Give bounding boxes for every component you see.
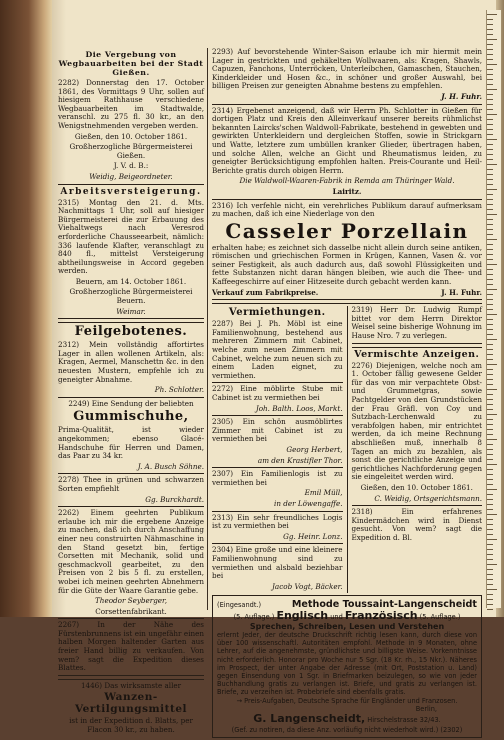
notice-2318: 2318) Ein erfahrenes Kindermädchen wird in Dienst gesucht. Von wem? sagt die Expedition d. Bl. bbox=[351, 507, 482, 542]
ruler-tick bbox=[487, 254, 493, 255]
ruler-tick bbox=[487, 534, 493, 535]
ruler-tick bbox=[487, 444, 493, 445]
ruler-tick bbox=[487, 269, 493, 270]
divider bbox=[212, 543, 343, 544]
ruler-tick bbox=[487, 414, 497, 415]
ruler-tick bbox=[487, 309, 493, 310]
divider bbox=[58, 473, 204, 474]
ruler-tick bbox=[487, 264, 497, 265]
notice-2304: 2304) Eine große und eine kleinere Familienwohnung sind zu vermiethen und alsbald beziehbar bei bbox=[212, 545, 343, 581]
ruler-tick bbox=[487, 249, 493, 250]
ruler-tick bbox=[487, 234, 493, 235]
advert-address: Hirschelstrasse 32/43. bbox=[367, 716, 441, 725]
ruler-tick bbox=[487, 244, 493, 245]
ruler-tick bbox=[487, 179, 493, 180]
ruler-tick bbox=[487, 84, 493, 85]
notice-2319: 2319) Herr Dr. Ludwig Rumpf bittet vor dem Herrn Direktor Weisel seine bisherige Wohnung im Hause Nro. 7 zu verlegen. bbox=[351, 305, 482, 341]
ruler-tick bbox=[487, 34, 493, 35]
ruler-tick bbox=[487, 189, 497, 190]
ruler-tick bbox=[487, 109, 493, 110]
ruler-tick bbox=[487, 514, 497, 515]
advert-and: und bbox=[330, 613, 343, 622]
notice-signature: J. H. Fuhr. bbox=[441, 287, 482, 297]
notice-signature: Emil Müll, bbox=[304, 488, 343, 498]
notice-2262: 2262) Einem geehrten Publikum erlaube ich mir die ergebene Anzeige zu machen, daß ich durch Anschaffung einer neu construirten Nähmaschine in den Stand gesetzt bin, fertige Corsetten mit Mechanik, solid und geschmackvoll gearbeitet, zu den Preisen von 2 bis 5 fl. zu erstellen, wobei ich meinen geehrten Abnehmern für die Güte der Waare Garantie gebe. bbox=[58, 508, 204, 595]
notice-2314: 2314) Ergebenst anzeigend, daß wir Herrn Ph. Schlotter in Gießen für dortigen Platz und Kreis den Alleinverkauf unserer bereits rühmlichst bekannten Laircks'schen Waldwoll-Fabrikate, bestehend in gewebten und gewirkten Unterkleidern und dergleichen Stoffen, sowie in Strickgarn und Watte, letztere zum umbüllen kranker Glieder, übertragen haben, und solche Allen, welche an Gicht und Rheumatismus leiden, zu geneigter Berücksichtigung empfohlen halten. Preis-Courante und Heil-Berichte gratis durch obigen Herrn. bbox=[212, 105, 482, 175]
ruler-tick bbox=[487, 554, 493, 555]
ruler-tick bbox=[487, 69, 493, 70]
ruler-tick bbox=[487, 589, 497, 590]
ruler-tick bbox=[487, 579, 493, 580]
ruler-tick bbox=[487, 549, 493, 550]
vermiethungen-column bbox=[212, 306, 343, 593]
notice-signature: C. Weidig, Ortsgerichtsmann. bbox=[374, 493, 482, 503]
advert-city: Berlin, bbox=[415, 704, 437, 713]
notice-2249: 2249) Eine Sendung der beliebten bbox=[68, 398, 194, 408]
ruler-tick bbox=[487, 324, 493, 325]
ruler-tick bbox=[487, 434, 493, 435]
divider bbox=[212, 467, 343, 468]
ruler-tick bbox=[487, 184, 493, 185]
ruler-tick bbox=[487, 459, 493, 460]
heading-feilgebotenes: Feilgebotenes. bbox=[74, 324, 188, 340]
ruler-tick bbox=[487, 74, 493, 75]
anzeigen-column bbox=[352, 306, 483, 593]
notice-authority: Großherzogliche Bürgermeisterei Beuern. bbox=[69, 287, 193, 306]
notice-signature: Theodor Seyberger, bbox=[95, 596, 167, 606]
ruler-tick bbox=[487, 104, 493, 105]
advert-footer: (Gef. zu notiren, da diese Anz. vorläufig nicht wiederholt wird.) (2302) bbox=[231, 725, 463, 734]
notice-2316-body: erhalten habe; es zeichnet sich dasselbe nicht allein durch seine antiken, römischen und griechischen Formen in Krügen, Kannen, Vasen &. vor seiner Festigkeit, als auch dadurch aus, daß sowohl Flüssigkeiten und fette Substanzen nicht daran hängen bleiben, wie auch die Thee- und Kaffeegeschirre auf einer Hitzeseite durch gebacht werden kann. bbox=[212, 242, 482, 287]
ruler-tick bbox=[487, 454, 493, 455]
ruler-tick bbox=[487, 524, 493, 525]
ruler-tick bbox=[487, 374, 493, 375]
ruler-tick bbox=[487, 154, 493, 155]
ruler-tick bbox=[487, 299, 493, 300]
heading-vermiethungen: Vermiethungen. bbox=[228, 307, 326, 319]
ruler-tick bbox=[487, 609, 493, 610]
notice-tagline: Verkauf zum Fabrikpreise. bbox=[212, 287, 319, 297]
notice-2276: 2276) Diejenigen, welche noch am 1. October fällig gewesene Gelder für das von mir verpachtete Obst- und Grummetgras, sowie Pachtgelder von den Grundstücken der Frau Gräfl. von Coy und Sutzbach-Lerchenwald zu verabfolgen haben, mir entrichtet werden, da ich meine Rechnung abschließen muß, innerhalb 8 Tagen an mich zu bezahlen, als sonst die gerichtliche Anzeige und gerichtliches Nachforderung gegen sie eingeleitet werden wird. bbox=[351, 360, 482, 482]
notice-company: Die Waldwoll-Waaren-Fabrik in Remda am Thüringer Wald. bbox=[239, 176, 455, 186]
ruler-tick bbox=[487, 574, 493, 575]
ruler-tick bbox=[487, 19, 493, 20]
ruler-tick bbox=[487, 314, 497, 315]
ruler-tick bbox=[487, 199, 493, 200]
notice-1446-body: ist in der Expedition d. Blatts, per Flacon 30 kr., zu haben. bbox=[69, 716, 193, 735]
ruler-tick bbox=[487, 409, 493, 410]
ruler-tick bbox=[487, 159, 493, 160]
ruler-tick bbox=[487, 599, 493, 600]
ruler-tick bbox=[487, 449, 493, 450]
notice-signature: Lairitz. bbox=[332, 186, 362, 196]
advert-edition: (5. Auflage.) bbox=[419, 613, 461, 622]
ruler-tick bbox=[487, 529, 493, 530]
column-divider bbox=[347, 306, 348, 593]
ruler-tick bbox=[487, 134, 493, 135]
ruler-tick bbox=[487, 239, 497, 240]
ruler-tick bbox=[487, 339, 497, 340]
ruler-tick bbox=[487, 364, 497, 365]
ruler-tick bbox=[487, 214, 497, 215]
notice-2315: 2315) Montag den 21. d. Mts. Nachmittags 1 Uhr, soll auf hiesiger Bürgermeisterei die zur Erbauung des Viehaltwegs nach Veresrod erforderliche Chausseearbeit, nämlich: 336 laufende Klafter, veranschlagt zu 840 fl., mittelst Versteigerung abtheilungsweise in Accord gegeben werden. bbox=[58, 197, 204, 276]
notice-signature-address: in der Löwengaffe. bbox=[274, 498, 343, 508]
divider bbox=[352, 343, 483, 348]
ruler-tick bbox=[487, 294, 493, 295]
notice-date: Beuern, am 14. October 1861. bbox=[75, 276, 187, 286]
ruler-tick bbox=[487, 424, 493, 425]
right-column bbox=[212, 48, 482, 740]
ruler-tick bbox=[487, 399, 493, 400]
heading-wanzen: Wanzen-Vertilgungsmittel bbox=[74, 691, 188, 715]
ruler-tick bbox=[487, 604, 493, 605]
divider bbox=[58, 506, 204, 507]
advert-note: (Eingesandt.) bbox=[217, 601, 262, 610]
ruler-tick bbox=[487, 469, 493, 470]
notice-2316-footer bbox=[212, 289, 482, 298]
advert-french: Französisch bbox=[344, 609, 418, 623]
ruler-tick bbox=[487, 79, 493, 80]
column-divider bbox=[207, 48, 208, 610]
heading-casseler-porzellain: Casseler Porzellain bbox=[225, 218, 469, 243]
notice-signature: J. A. Busch Söhne. bbox=[137, 461, 204, 471]
advert-body: erlernt Jeder, der deutsche Druckschrift richtig lesen kann, durch diese von über 100 wissenschaftl. Autoritäten empfohl. Methode in 9 Monaten, ohne Lehrer, auf die angenehmste, gründlichste und billigste Weise. Vorkenntnisse nicht erforderlich. Honorar pro Woche nur 5 Sgr. (18 Kr. rh., 15 Nkr.). Näheres im Prospect, der unter Angabe der Adresse (mit Ort, Poststation u. Land) gegen Einsendung von 1 Sgr. in Briefmarken beizulegen, so wie von jeder Buchhandlung gratis zu verlangen ist. Briefe, und gratis zu verlangen ist. Briefe, zu verzeihen ist. Probebriefe sind ebenfalls gratis. bbox=[217, 630, 477, 697]
ruler-tick bbox=[487, 559, 493, 560]
notice-signature: J. H. Fuhr. bbox=[441, 91, 482, 101]
ruler-tick bbox=[487, 44, 493, 45]
ruler-tick bbox=[487, 49, 493, 50]
ruler-tick bbox=[487, 419, 493, 420]
advert-note-line: → Preis-Aufgaben, Deutsche Sprache für Engländer und Franzosen. bbox=[236, 696, 458, 705]
notice-2249-body: Prima-Qualität, ist wieder angekommen; ebenso Glacé-Handschuhe für Herren und Damen, das Paar zu 34 kr. bbox=[58, 425, 204, 461]
ruler-tick bbox=[487, 224, 493, 225]
ruler-tick bbox=[487, 274, 493, 275]
notice-2278: 2278) Thee in grünen und schwarzen Sorten empfiehlt bbox=[58, 475, 204, 493]
ruler-tick bbox=[487, 194, 493, 195]
ruler-tick bbox=[487, 384, 493, 385]
ruler-tick bbox=[487, 504, 493, 505]
notice-1446: 1446) Das wirksamste aller bbox=[80, 680, 182, 690]
ruler-tick bbox=[487, 544, 493, 545]
ruler-tick bbox=[487, 139, 497, 140]
ruler-tick bbox=[487, 379, 493, 380]
ruler-tick bbox=[487, 429, 493, 430]
ruler-tick bbox=[487, 509, 493, 510]
ruler-tick bbox=[487, 319, 493, 320]
ruler-tick bbox=[487, 124, 493, 125]
heading-arbeitsversteigerung: Arbeitsversteigerung. bbox=[60, 186, 202, 197]
ruler-tick bbox=[487, 229, 493, 230]
ruler-tick bbox=[487, 499, 493, 500]
ruler-tick bbox=[487, 289, 497, 290]
notice-authority: Großherzogliche Bürgermeisterei Gießen. bbox=[69, 142, 193, 160]
ruler-tick bbox=[487, 569, 493, 570]
ruler-tick bbox=[487, 494, 493, 495]
divider bbox=[58, 397, 204, 398]
ruler-tick bbox=[487, 349, 493, 350]
advert-title: Methode Toussaint-Langenscheidt bbox=[291, 599, 477, 611]
heading-gummischuhe: Gummischuhe, bbox=[73, 409, 189, 425]
notice-2267: 2267) In der Nähe des Fürstenbrunnens ist ein ungefähr einen halben Morgen haltender Garten aus freier Hand billig zu verkaufen. Von wem? sagt die Expedition dieses Blattes. bbox=[58, 620, 204, 673]
ruler-tick bbox=[487, 209, 493, 210]
divider bbox=[212, 299, 482, 304]
ruler-tick bbox=[487, 334, 493, 335]
notice-2305: 2305) Ein schön ausmöblirtes Zimmer mit Cabinet ist zu vermiethen bei bbox=[212, 417, 343, 444]
ruler-tick bbox=[487, 204, 493, 205]
notice-2282: 2282) Donnerstag den 17. October 1861, des Vormittags 9 Uhr, sollen auf hiesigem Rathhause verschiedene Wegbauarbeiten im Stadtwalde, veranschl. zu 275 fl. 30 kr., an den Wenigstnehmenden vergeben werden. bbox=[58, 78, 204, 130]
ruler-tick bbox=[487, 304, 493, 305]
ruler-tick bbox=[487, 474, 493, 475]
ruler-tick bbox=[487, 344, 493, 345]
ruler-tick bbox=[487, 354, 493, 355]
divider bbox=[58, 675, 204, 680]
divider bbox=[58, 184, 204, 185]
notice-2293: 2293) Auf bevorstehende Winter-Saison erlaube ich mir hiermit mein Lager in gestrickten und gehäkelten Wollwaaren, als: Kragen, Shawls, Capuzen, Fanchons, Unterröcken, Unterleibchen, Gamaschen, Stauchen, Kinderkleider und Hosen &c., in schöner und großer Auswahl, bei billigen Preisen zur geneigten Abnahme bestens zu empfehlen. bbox=[212, 47, 482, 91]
notice-initials: J. V. d. B.: bbox=[113, 161, 149, 171]
divider bbox=[212, 104, 482, 105]
book-binding bbox=[0, 0, 52, 617]
ruler-tick bbox=[487, 114, 497, 115]
notice-signature: Weimar. bbox=[116, 306, 146, 316]
notice-2316: 2316) Ich verfehle nicht, ein verehrliches Publikum darauf aufmerksam zu machen, daß ich eine Niederlage von den bbox=[212, 200, 482, 219]
notice-signature: Gg. Heinr. Lonz. bbox=[283, 531, 343, 541]
ruler-tick bbox=[487, 89, 497, 90]
notice-2272: 2272) Eine möblirte Stube mit Cabinet ist zu vermiethen bei bbox=[212, 384, 343, 402]
ruler-tick bbox=[487, 359, 493, 360]
ruler-tick bbox=[487, 489, 497, 490]
ruler-tick bbox=[487, 59, 493, 60]
ruler-tick bbox=[487, 54, 493, 55]
left-column bbox=[58, 48, 204, 737]
ruler-tick bbox=[487, 479, 493, 480]
ruler-tick bbox=[487, 219, 493, 220]
ruler-tick bbox=[487, 259, 493, 260]
ruler-tick bbox=[487, 164, 497, 165]
notice-signature: Jacob Vogt, Bäcker. bbox=[272, 581, 343, 591]
advert-edition: (5. Auflage.) bbox=[233, 613, 275, 622]
ruler-tick bbox=[487, 329, 493, 330]
notice-2287: 2287) Bei J. Ph. Möbl ist eine Familienwohnung, bestehend aus mehreren Zimmern mit Cabinet, welche zum neuen Zimmern mit Cabinet, welche zum neuen sich zu einem Laden eignet, zu vermiethen. bbox=[212, 319, 343, 380]
notice-signature: Weidig, Beigeordneter. bbox=[89, 171, 173, 181]
ruler-tick bbox=[487, 119, 493, 120]
notice-signature-address: am den Krastifler Thor. bbox=[257, 455, 343, 465]
ruler-tick bbox=[487, 284, 493, 285]
ruler-tick bbox=[487, 39, 497, 40]
advert-publisher: G. Langenscheidt, bbox=[253, 712, 366, 726]
ruler-tick bbox=[487, 144, 493, 145]
ruler-tick bbox=[487, 94, 493, 95]
notice-signature: Gg. Burckhardt. bbox=[145, 494, 204, 504]
ruler-tick bbox=[487, 404, 493, 405]
ruler-tick bbox=[487, 439, 497, 440]
notice-2313: 2313) Ein sehr freundliches Logis ist zu vermiethen bei bbox=[212, 512, 343, 531]
divider bbox=[212, 199, 482, 200]
ruler-tick bbox=[487, 279, 493, 280]
ruler-tick bbox=[487, 519, 493, 520]
ruler-tick bbox=[487, 14, 497, 15]
divider bbox=[58, 618, 204, 619]
divider bbox=[212, 511, 343, 512]
ruler-tick bbox=[487, 389, 497, 390]
heading-vermischte-anzeigen: Vermischte Anzeigen. bbox=[354, 348, 480, 360]
notice-signature-title: Corsettenfabrikant. bbox=[95, 606, 167, 616]
notice-signature: Joh. Balth. Loos, Markt. bbox=[255, 403, 343, 413]
notice-date: Gießen, den 10. October 1861. bbox=[74, 131, 188, 141]
divider bbox=[58, 318, 204, 323]
ruler-tick bbox=[487, 594, 493, 595]
divider bbox=[212, 415, 343, 416]
ruler-tick bbox=[487, 169, 493, 170]
ruler-tick bbox=[487, 394, 493, 395]
ruler-tick bbox=[487, 64, 497, 65]
notice-signature: Georg Herbert, bbox=[286, 444, 343, 454]
ruler-tick bbox=[487, 29, 493, 30]
divider bbox=[212, 382, 343, 383]
divider bbox=[352, 505, 483, 506]
ruler-tick bbox=[487, 584, 493, 585]
ruler-tick bbox=[487, 129, 493, 130]
two-column-section bbox=[212, 306, 482, 593]
advert-english: Englisch bbox=[276, 609, 329, 623]
advert-subtitle: Sprechen, Schreiben, Lesen und Verstehen bbox=[249, 621, 445, 631]
notice-signature: Ph. Schlotter. bbox=[154, 385, 204, 395]
ruler-tick bbox=[487, 369, 493, 370]
ruler-tick bbox=[487, 99, 493, 100]
ruler-tick bbox=[487, 564, 497, 565]
ruler-tick bbox=[487, 174, 493, 175]
notice-date: Gießen, den 10. October 1861. bbox=[360, 482, 473, 492]
ruler-tick bbox=[487, 484, 493, 485]
ruler-tick bbox=[487, 149, 493, 150]
measuring-ruler bbox=[486, 10, 501, 608]
ruler-tick bbox=[487, 539, 497, 540]
notice-2312: 2312) Mein vollständig affortirtes Lager in allen wollenen Artikeln, als: Kragen, Aermel, Manschettn &c. in den neuesten Mustern, empfehle ich zu geneigter Abnahme. bbox=[58, 340, 204, 384]
notice-2307: 2307) Ein Familienlogis ist zu vermiethen bei bbox=[212, 469, 343, 487]
heading-wegbau: Die Vergebung von Wegbauarbeiten bei der Stadt Gießen. bbox=[58, 50, 204, 77]
ruler-tick bbox=[487, 464, 497, 465]
ruler-tick bbox=[487, 24, 493, 25]
advert-publisher-line bbox=[217, 713, 477, 726]
